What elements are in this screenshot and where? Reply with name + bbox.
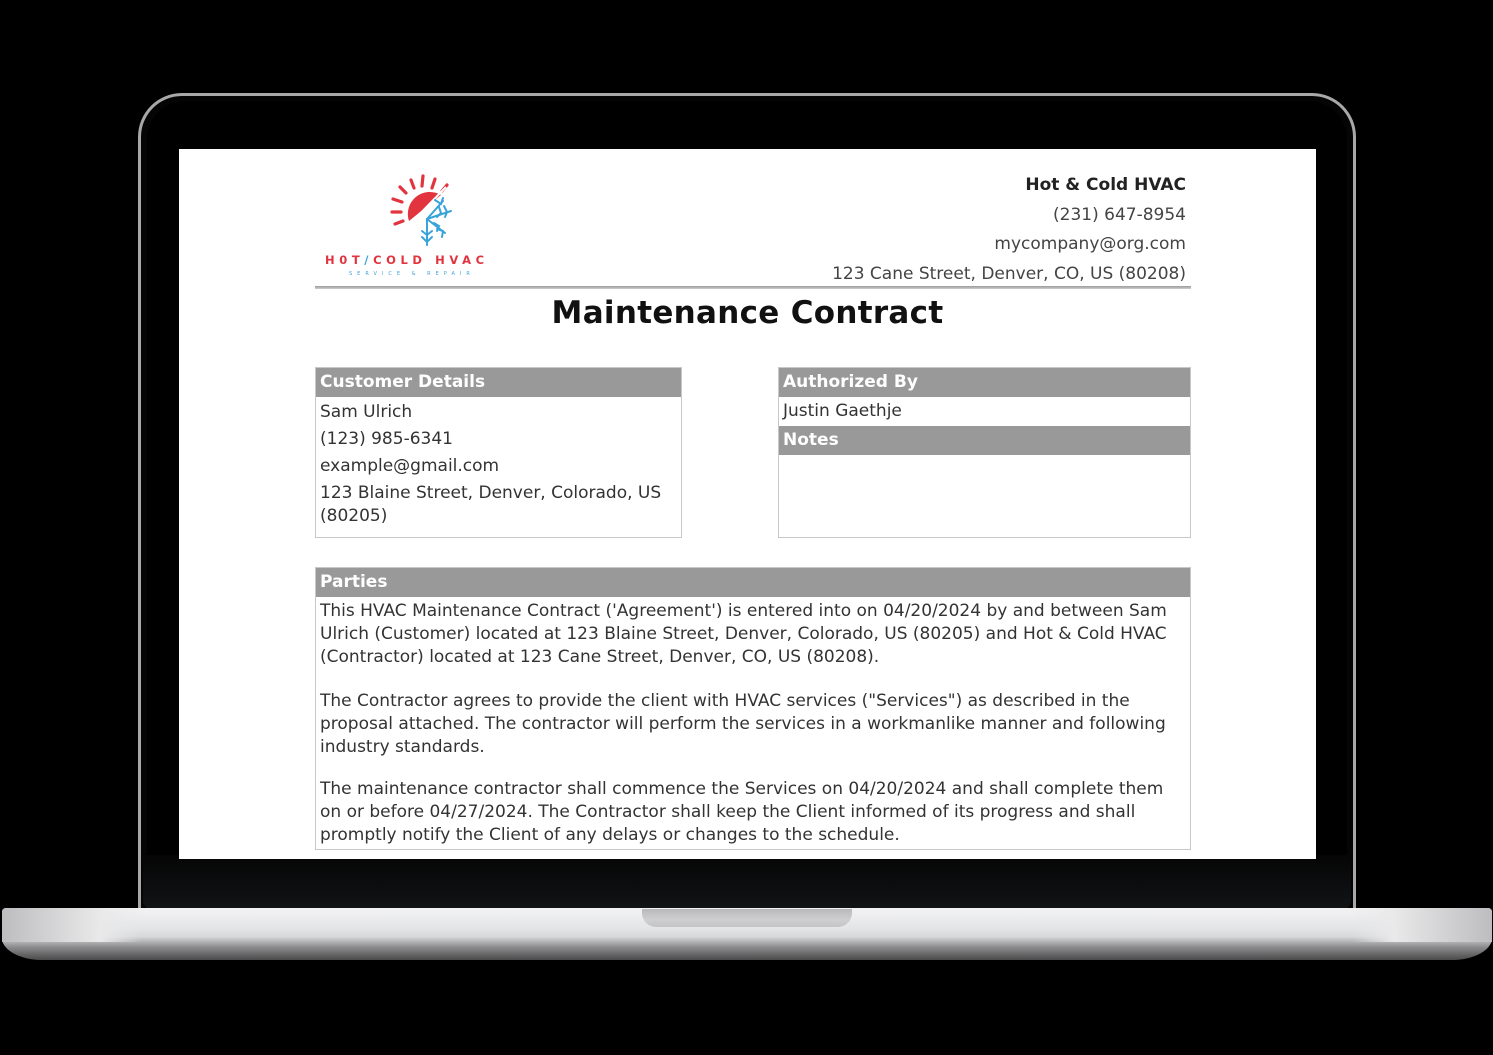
logo-tagline: SERVICE & REPAIR bbox=[349, 271, 475, 277]
parties-section bbox=[315, 567, 1191, 850]
company-phone: (231) 647-8954 bbox=[1053, 204, 1186, 225]
logo-wordmark: H0T/COLD HVAC bbox=[325, 253, 489, 267]
parties-header: Parties bbox=[316, 568, 1190, 597]
laptop-bezel-bottom bbox=[143, 855, 1351, 910]
authorized-by-header: Authorized By bbox=[779, 368, 1190, 397]
notes-body bbox=[779, 455, 1190, 484]
company-info bbox=[832, 171, 1186, 289]
parties-paragraph: The maintenance contractor shall commence the Services on 04/20/2024 and shall complete them on or before 04/27/2024. The Contractor shall keep the Client informed of its progress and shall promptly notify the Client of any delays or changes to the schedule. bbox=[320, 779, 1164, 845]
authorized-by-section bbox=[778, 367, 1191, 538]
page-title: Maintenance Contract bbox=[551, 295, 944, 331]
customer-email: example@gmail.com bbox=[320, 456, 500, 476]
laptop-opening-notch bbox=[642, 909, 852, 927]
customer-address: 123 Blaine Street, Denver, Colorado, US (80205) bbox=[320, 483, 662, 526]
customer-phone: (123) 985-6341 bbox=[320, 429, 453, 449]
customer-details-header: Customer Details bbox=[316, 368, 681, 397]
company-name: Hot & Cold HVAC bbox=[1025, 175, 1186, 195]
customer-details-section bbox=[315, 367, 682, 538]
authorized-by-name: Justin Gaethje bbox=[783, 401, 902, 421]
company-email: mycompany@org.com bbox=[994, 234, 1186, 254]
customer-name: Sam Ulrich bbox=[320, 402, 413, 422]
laptop-screen bbox=[179, 149, 1316, 859]
company-logo-icon bbox=[323, 171, 513, 286]
parties-paragraph: The Contractor agrees to provide the client with HVAC services ("Services") as described in the proposal attached. The contractor will perform the services in a workmanlike manner and following industry standards. bbox=[320, 691, 1166, 757]
company-address: 123 Cane Street, Denver, CO, US (80208) bbox=[832, 263, 1186, 284]
notes-header: Notes bbox=[779, 426, 1190, 455]
parties-paragraph: This HVAC Maintenance Contract ('Agreement') is entered into on 04/20/2024 by and between Sam Ulrich (Customer) located at 123 Blaine Street, Denver, Colorado, US (80205) and Hot & Cold HVAC (Contractor) located at 123 Cane Street, Denver, CO, US (80208). bbox=[320, 601, 1167, 667]
header-divider bbox=[315, 286, 1191, 289]
